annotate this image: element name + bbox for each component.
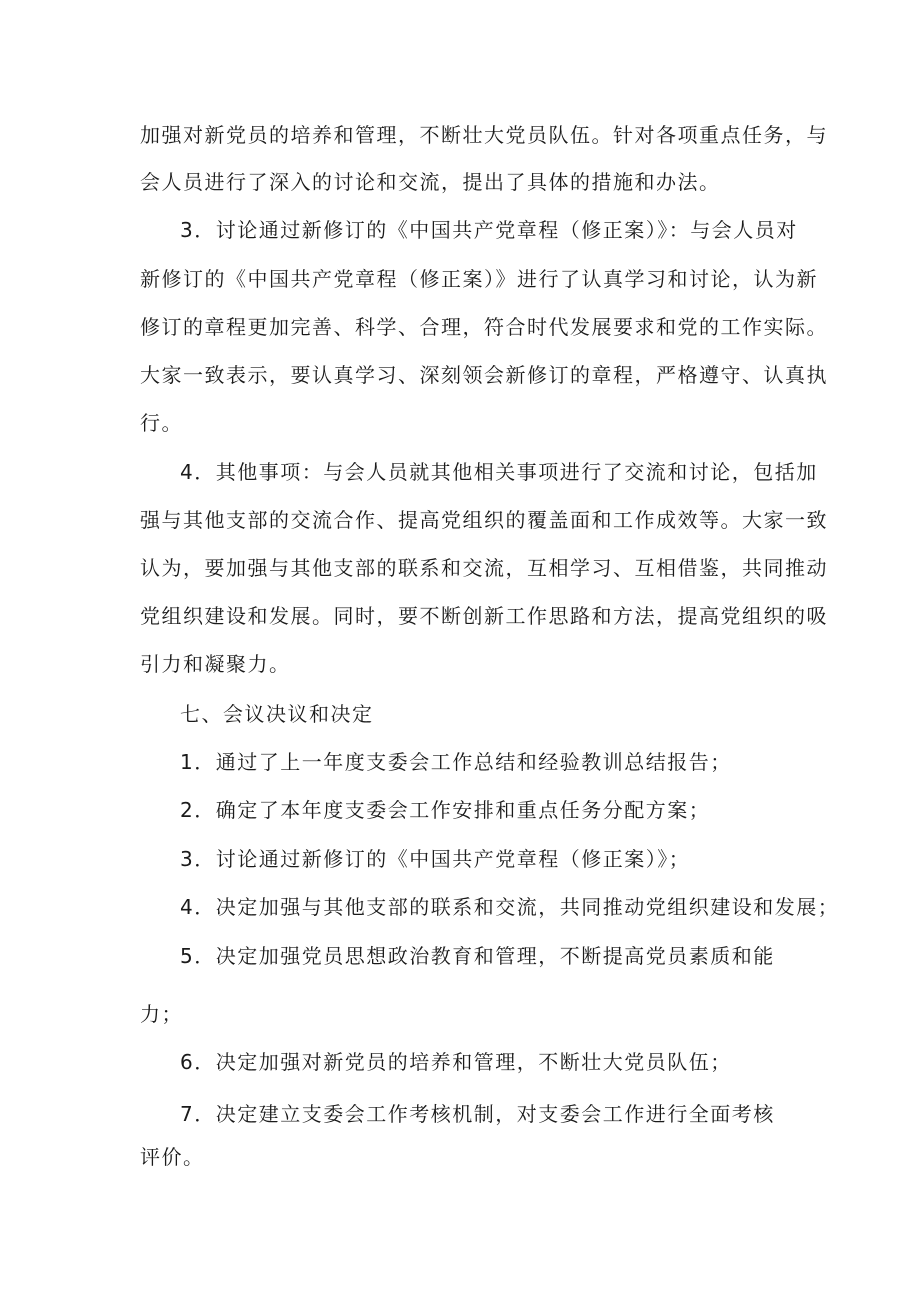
paragraph-line: 加强对新党员的培养和管理，不断壮大党员队伍。针对各项重点任务，与 bbox=[140, 123, 828, 147]
resolution-item: 3．讨论通过新修订的《中国共产党章程（修正案）》； bbox=[180, 847, 691, 871]
paragraph-line: 党组织建设和发展。同时，要不断创新工作思路和方法，提高党组织的吸 bbox=[140, 604, 828, 628]
paragraph-line: 强与其他支部的交流合作、提高党组织的覆盖面和工作成效等。大家一致 bbox=[140, 508, 828, 532]
resolution-item: 7．决定建立支委会工作考核机制，对支委会工作进行全面考核 bbox=[180, 1102, 775, 1126]
paragraph-line: 引力和凝聚力。 bbox=[140, 652, 291, 676]
paragraph-line: 3．讨论通过新修订的《中国共产党章程（修正案）》：与会人员对 bbox=[180, 218, 798, 242]
paragraph-line: 新修订的《中国共产党章程（修正案）》进行了认真学习和讨论，认为新 bbox=[140, 267, 818, 291]
resolution-item: 2．确定了本年度支委会工作安排和重点任务分配方案； bbox=[180, 798, 711, 822]
resolution-item-continuation: 力； bbox=[140, 1002, 183, 1026]
paragraph-line: 行。 bbox=[140, 411, 183, 435]
resolution-item: 1．通过了上一年度支委会工作总结和经验教训总结报告； bbox=[180, 750, 732, 774]
paragraph-line: 会人员进行了深入的讨论和交流，提出了具体的措施和办法。 bbox=[140, 170, 721, 194]
section-heading: 七、会议决议和决定 bbox=[180, 702, 374, 726]
resolution-item: 4．决定加强与其他支部的联系和交流，共同推动党组织建设和发展； bbox=[180, 895, 840, 919]
resolution-item-continuation: 评价。 bbox=[140, 1145, 205, 1169]
resolution-item: 5．决定加强党员思想政治教育和管理，不断提高党员素质和能 bbox=[180, 944, 775, 968]
paragraph-line: 认为，要加强与其他支部的联系和交流，互相学习、互相借鉴，共同推动 bbox=[140, 556, 828, 580]
paragraph-line: 4．其他事项：与会人员就其他相关事项进行了交流和讨论，包括加 bbox=[180, 460, 818, 484]
paragraph-line: 修订的章程更加完善、科学、合理，符合时代发展要求和党的工作实际。 bbox=[140, 315, 828, 339]
resolution-item: 6．决定加强对新党员的培养和管理，不断壮大党员队伍； bbox=[180, 1050, 732, 1074]
paragraph-line: 大家一致表示，要认真学习、深刻领会新修订的章程，严格遵守、认真执 bbox=[140, 363, 828, 387]
